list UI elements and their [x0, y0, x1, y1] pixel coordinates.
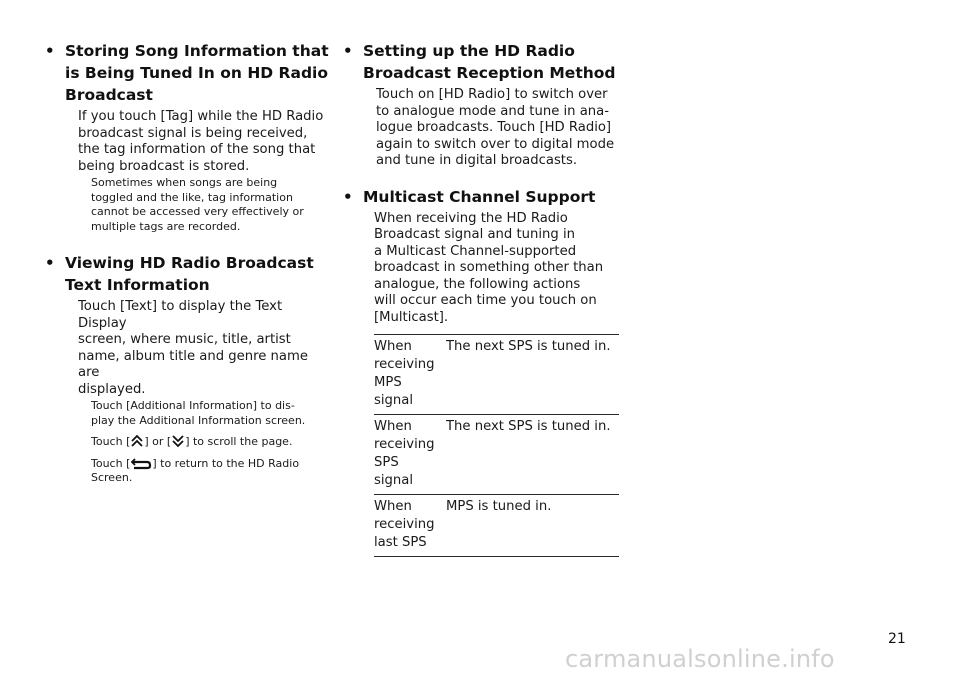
body-line: Touch on [HD Radio] to switch over [376, 87, 608, 102]
body-line: When receiving the HD Radio [374, 210, 568, 226]
action-cell: MPS is tuned in. [446, 495, 619, 557]
body-line: again to switch over to digital mode [376, 136, 615, 152]
heading-line: is Being Tuned In on HD Radio [65, 64, 329, 82]
body-paragraph [78, 109, 330, 175]
heading-line: Viewing HD Radio Broadcast [65, 254, 314, 272]
body-line: broadcast in something other than [374, 260, 604, 275]
bullet: • [45, 254, 55, 272]
body-line: analogue, the following actions [374, 276, 581, 292]
action-cell: The next SPS is tuned in. [446, 335, 619, 415]
note-additional-information [91, 399, 330, 428]
body-line: a Multicast Channel-supported [374, 243, 577, 259]
section-heading [343, 186, 623, 208]
note-return: Touch [ ] to return to the HD Radio Screen. [91, 456, 330, 486]
note-paragraph [91, 176, 330, 234]
section-heading [45, 40, 330, 106]
note-line: Screen. [91, 471, 133, 484]
action-cell: The next SPS is tuned in. [446, 415, 619, 495]
body-line: and tune in digital broadcasts. [376, 153, 578, 168]
heading-line: Broadcast [65, 86, 153, 104]
scroll-up-icon [130, 434, 144, 448]
page-number: 21 [888, 631, 906, 647]
body-line: to analogue mode and tune in ana- [376, 103, 609, 119]
left-column [45, 40, 330, 500]
body-line: broadcast signal is being received, [78, 125, 308, 141]
condition-cell: When receiving last SPS [374, 495, 446, 557]
body-line: Touch [Text] to display the Text Display [78, 299, 283, 331]
scroll-down-icon [171, 434, 185, 448]
body-line: If you touch [Tag] while the HD Radio [78, 109, 324, 124]
heading-line: Storing Song Information that [65, 42, 329, 60]
bullet: • [343, 42, 353, 60]
return-icon [130, 456, 152, 470]
note-line: play the Additional Information screen. [91, 413, 306, 427]
body-line: the tag information of the song that [78, 142, 316, 157]
bullet: • [45, 42, 55, 60]
body-line: [Multicast]. [374, 309, 449, 325]
note-line: Touch [Additional Information] to dis- [91, 399, 295, 412]
note-scroll-page: Touch [ ] or [ ] to scroll the page. [91, 435, 293, 448]
section-multicast-support [343, 186, 623, 558]
section-heading [343, 40, 623, 84]
body-paragraph [376, 87, 623, 170]
section-heading [45, 252, 330, 296]
note-line: multiple tags are recorded. [91, 219, 241, 233]
table-row [374, 415, 619, 495]
body-line: screen, where music, title, artist [78, 332, 291, 347]
section-storing-song-info [45, 40, 330, 234]
body-line: being broadcast is stored. [78, 158, 250, 174]
section-viewing-text-info [45, 252, 330, 486]
condition-cell: When receiving MPS signal [374, 335, 446, 415]
body-line: will occur each time you touch on [374, 293, 597, 308]
table-row [374, 335, 619, 415]
table-row [374, 495, 619, 557]
watermark: carmanualsonline.info [565, 645, 835, 673]
note-line: Sometimes when songs are being [91, 176, 278, 189]
body-paragraph [78, 299, 330, 398]
body-line: Broadcast signal and tuning in [374, 227, 575, 242]
heading-line: Multicast Channel Support [363, 187, 596, 206]
heading-line: Text Information [65, 276, 210, 294]
bullet: • [343, 187, 353, 206]
body-paragraph [374, 211, 623, 327]
heading-line: Setting up the HD Radio [363, 42, 575, 60]
body-line: name, album title and genre name are [78, 348, 308, 380]
note-line: toggled and the like, tag information [91, 190, 293, 204]
condition-cell: When receiving SPS signal [374, 415, 446, 495]
right-column [343, 40, 623, 571]
multicast-table [374, 334, 619, 557]
note-line: cannot be accessed very effectively or [91, 205, 304, 218]
section-reception-method [343, 40, 623, 170]
body-line: displayed. [78, 381, 146, 397]
body-line: logue broadcasts. Touch [HD Radio] [376, 120, 612, 135]
heading-line: Broadcast Reception Method [363, 64, 616, 82]
